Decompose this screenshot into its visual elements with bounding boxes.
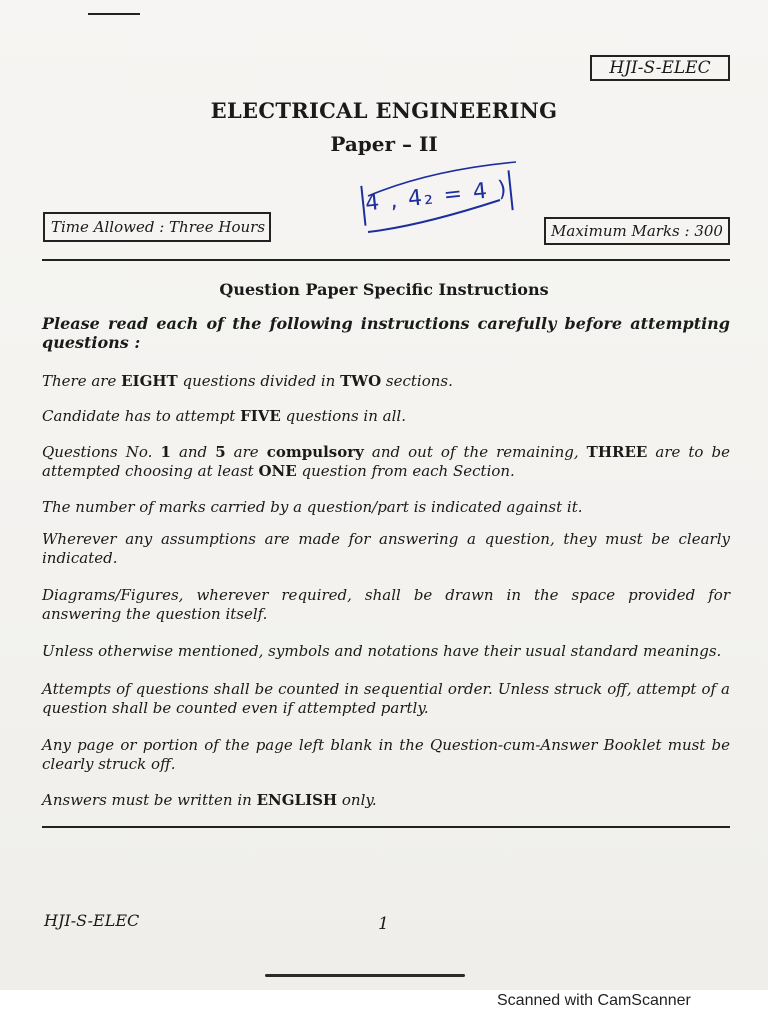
page-number: 1 bbox=[378, 914, 389, 934]
paper-subtitle: Paper – II bbox=[330, 132, 438, 156]
bottom-mark bbox=[265, 974, 465, 977]
instruction-item: The number of marks carried by a question/part is indicated against it. bbox=[42, 498, 583, 516]
instruction-item: Questions No. 1 and 5 are compulsory and out of the remaining, THREE are to be attempted choosing at least ONE question from each Section. bbox=[42, 443, 730, 480]
scanner-watermark: Scanned with CamScanner bbox=[497, 992, 691, 1009]
instruction-item: Attempts of questions shall be counted in sequential order. Unless struck off, attempt of a question shall be counted even if attempted partly. bbox=[42, 680, 730, 717]
instruction-item: Any page or portion of the page left blank in the Question-cum-Answer Booklet must be clearly struck off. bbox=[42, 736, 730, 773]
instruction-item: Unless otherwise mentioned, symbols and notations have their usual standard meanings. bbox=[42, 642, 722, 660]
instruction-item: Wherever any assumptions are made for answering a question, they must be clearly indicated. bbox=[42, 530, 730, 567]
time-allowed-box: Time Allowed : Three Hours bbox=[43, 212, 271, 242]
handwritten-note-text: 4 , 4₂ = 4 ) bbox=[364, 176, 510, 217]
instruction-item: Candidate has to attempt FIVE questions in all. bbox=[42, 407, 406, 425]
maximum-marks-box: Maximum Marks : 300 bbox=[544, 217, 730, 245]
paper-title: ELECTRICAL ENGINEERING bbox=[210, 98, 558, 123]
paper-code-box: HJI-S-ELEC bbox=[590, 55, 730, 81]
footer-paper-code: HJI-S-ELEC bbox=[44, 911, 140, 930]
instruction-item: There are EIGHT questions divided in TWO sections. bbox=[42, 372, 453, 390]
instruction-item: Diagrams/Figures, wherever required, shall be drawn in the space provided for answering the question itself. bbox=[42, 586, 730, 623]
header-rule bbox=[42, 259, 730, 261]
instruction-item: Answers must be written in ENGLISH only. bbox=[42, 791, 377, 809]
instructions-rule bbox=[42, 826, 730, 828]
instructions-lead: Please read each of the following instructions carefully before attempting questions : bbox=[42, 314, 730, 352]
instructions-heading: Question Paper Specific Instructions bbox=[219, 280, 549, 299]
